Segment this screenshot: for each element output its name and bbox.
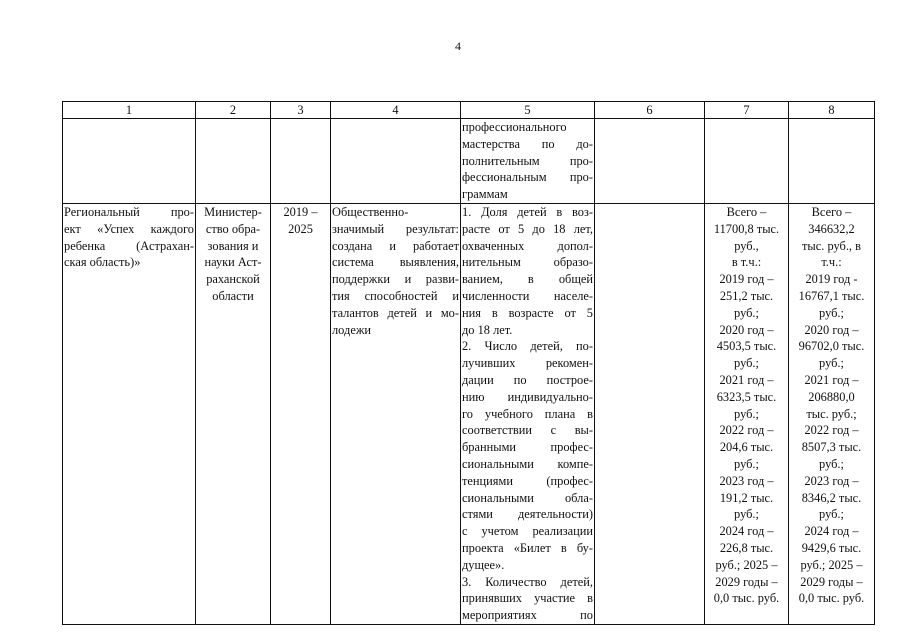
cell-line: мероприятиях по <box>462 608 593 623</box>
cell-line: 1. Доля детей в воз- <box>462 204 593 219</box>
cell-line: зования и <box>207 238 259 253</box>
cell-line: в т.ч.: <box>731 255 762 270</box>
cell-line: 226,8 тыс. <box>719 540 774 555</box>
cell-line: стями деятельности) <box>462 507 593 522</box>
page-number: 4 <box>455 39 461 53</box>
column-header: 2 <box>196 102 271 119</box>
cell-line: 2025 <box>288 221 313 236</box>
cell-line: 2. Число детей, по- <box>462 339 593 354</box>
continuation-row <box>63 119 875 204</box>
cell-line: 2019 год – <box>719 272 774 287</box>
cell-line: дущее». <box>462 557 505 572</box>
table-row <box>63 203 875 624</box>
cell-line: 206880,0 <box>808 389 855 404</box>
cell-line: нию индивидуально- <box>462 389 593 404</box>
cell-line: раханской <box>206 272 260 287</box>
cell-line: руб., <box>734 238 759 253</box>
cell-line: 0,0 тыс. руб. <box>798 591 865 606</box>
cell-line: тыс. руб., в <box>802 238 861 253</box>
cell-line: 2023 год – <box>804 473 859 488</box>
cell-line: 6323,5 тыс. <box>716 389 777 404</box>
cell-line: граммам <box>462 187 508 202</box>
cell-line: 191,2 тыс. <box>719 490 774 505</box>
cell-line: 251,2 тыс. <box>719 288 774 303</box>
cell-line: 346632,2 <box>808 221 855 236</box>
cell-line: тия способностей и <box>332 288 459 303</box>
cell-line: науки Аст- <box>204 255 262 270</box>
cell-line: 3. Количество детей, <box>462 574 593 589</box>
cell-line: 2023 год – <box>719 473 774 488</box>
funding-total-cell <box>789 203 875 624</box>
cell-line: Всего – <box>726 204 767 219</box>
cell-line: численности населе- <box>462 288 593 303</box>
cell-line: полнительным про- <box>462 153 593 168</box>
cell-line: 204,6 тыс. <box>719 440 774 455</box>
cell-line: талантов детей и мо- <box>332 305 459 320</box>
expected-result-cell <box>331 203 461 624</box>
cell-line: 16767,1 тыс. <box>798 288 865 303</box>
cell-line: руб.; <box>734 507 759 522</box>
cell-line: фессиональным про- <box>462 170 593 185</box>
cell-line: лучивших рекомен- <box>462 356 593 371</box>
cell-line: Всего – <box>811 204 852 219</box>
cell-line: поддержки и разви- <box>332 272 459 287</box>
cell-line: 2019 – <box>283 204 318 219</box>
cell-line: нительным образо- <box>462 255 593 270</box>
cell-line: 2021 год – <box>804 372 859 387</box>
table-cell <box>595 119 705 204</box>
cell-line: 2020 год – <box>804 322 859 337</box>
cell-line: ния в возрасте от 5 <box>462 305 593 320</box>
cell-line: дации по построе- <box>462 372 593 387</box>
cell-line: 2024 год – <box>804 524 859 539</box>
cell-line: 2024 год – <box>719 524 774 539</box>
cell-line: 0,0 тыс. руб. <box>713 591 780 606</box>
cell-line: ребенка (Астрахан- <box>64 238 194 253</box>
cell-line: 11700,8 тыс. <box>713 221 780 236</box>
cell-line: 2019 год - <box>805 272 858 287</box>
cell-line: 2021 год – <box>719 372 774 387</box>
cell-line: 4503,5 тыс. <box>716 339 777 354</box>
table-cell <box>789 119 875 204</box>
period-cell <box>271 203 331 624</box>
cell-line: руб.; <box>819 507 844 522</box>
cell-line: руб.; <box>819 356 844 371</box>
cell-line: соответствии с вы- <box>462 423 593 438</box>
cell-line: 9429,6 тыс. <box>801 540 862 555</box>
column-header: 6 <box>595 102 705 119</box>
table-cell <box>63 119 196 204</box>
cell-line: с учетом реализации <box>462 524 593 539</box>
measures-table <box>62 101 875 625</box>
cell-line: области <box>212 288 254 303</box>
table-cell <box>331 119 461 204</box>
cell-line: профессионального <box>462 120 567 134</box>
cell-line: система выявления, <box>332 255 459 270</box>
cell-line: руб.; 2025 – <box>715 557 778 572</box>
header-row <box>63 102 875 119</box>
column-header: 8 <box>789 102 875 119</box>
cell-line: создана и работает <box>332 238 459 253</box>
cell-line: Министер- <box>204 204 262 219</box>
cell-line: проекта «Билет в бу- <box>462 540 593 555</box>
cell-line: 8346,2 тыс. <box>801 490 862 505</box>
cell-line: ская область)» <box>64 255 141 270</box>
cell-line: 8507,3 тыс. <box>801 440 862 455</box>
table-cell-indicators <box>461 119 595 204</box>
cell-line: 2022 год – <box>804 423 859 438</box>
column-header: 3 <box>271 102 331 119</box>
table-cell <box>196 119 271 204</box>
cell-line: принявших участие в <box>462 591 593 606</box>
cell-line: 2022 год – <box>719 423 774 438</box>
project-name-cell <box>63 203 196 624</box>
cell-line: ект «Успех каждого <box>64 221 194 236</box>
cell-line: руб.; <box>819 305 844 320</box>
cell-line: 2029 годы – <box>715 574 778 589</box>
cell-line: сиональными обла- <box>462 490 593 505</box>
column-header: 7 <box>705 102 789 119</box>
cell-line: руб.; <box>734 456 759 471</box>
cell-line: расте от 5 до 18 лет, <box>462 221 593 236</box>
funding-federal-cell <box>705 203 789 624</box>
cell-line: ванием, в общей <box>462 272 593 287</box>
cell-line: Региональный про- <box>64 204 194 219</box>
column-header: 4 <box>331 102 461 119</box>
column-header: 5 <box>461 102 595 119</box>
cell-line: тыс. руб.; <box>806 406 857 421</box>
cell-line: Общественно- <box>332 204 409 219</box>
cell-line: 2020 год – <box>719 322 774 337</box>
cell-line: сиональными компе- <box>462 456 593 471</box>
responsible-executor-cell <box>196 203 271 624</box>
cell-line: т.ч.: <box>821 255 842 270</box>
cell-line: руб.; <box>734 406 759 421</box>
cell-line: 2029 годы – <box>800 574 863 589</box>
cell-line: 96702,0 тыс. <box>798 339 865 354</box>
table-cell <box>705 119 789 204</box>
empty-cell <box>595 203 705 624</box>
cell-line: охваченных допол- <box>462 238 593 253</box>
cell-line: до 18 лет. <box>462 322 513 337</box>
cell-line: руб.; <box>734 305 759 320</box>
cell-line: значимый результат: <box>332 221 459 236</box>
cell-line: лодежи <box>332 322 372 337</box>
cell-line: ство обра- <box>205 221 261 236</box>
cell-line: руб.; <box>819 456 844 471</box>
cell-line: руб.; 2025 – <box>800 557 863 572</box>
cell-line: бранными профес- <box>462 440 593 455</box>
cell-line: го учебного плана в <box>462 406 593 421</box>
cell-line: тенциями (профес- <box>462 473 593 488</box>
table-cell <box>271 119 331 204</box>
indicators-cell <box>461 203 595 624</box>
cell-line: мастерства по до- <box>462 136 593 151</box>
cell-line: руб.; <box>734 356 759 371</box>
column-header: 1 <box>63 102 196 119</box>
